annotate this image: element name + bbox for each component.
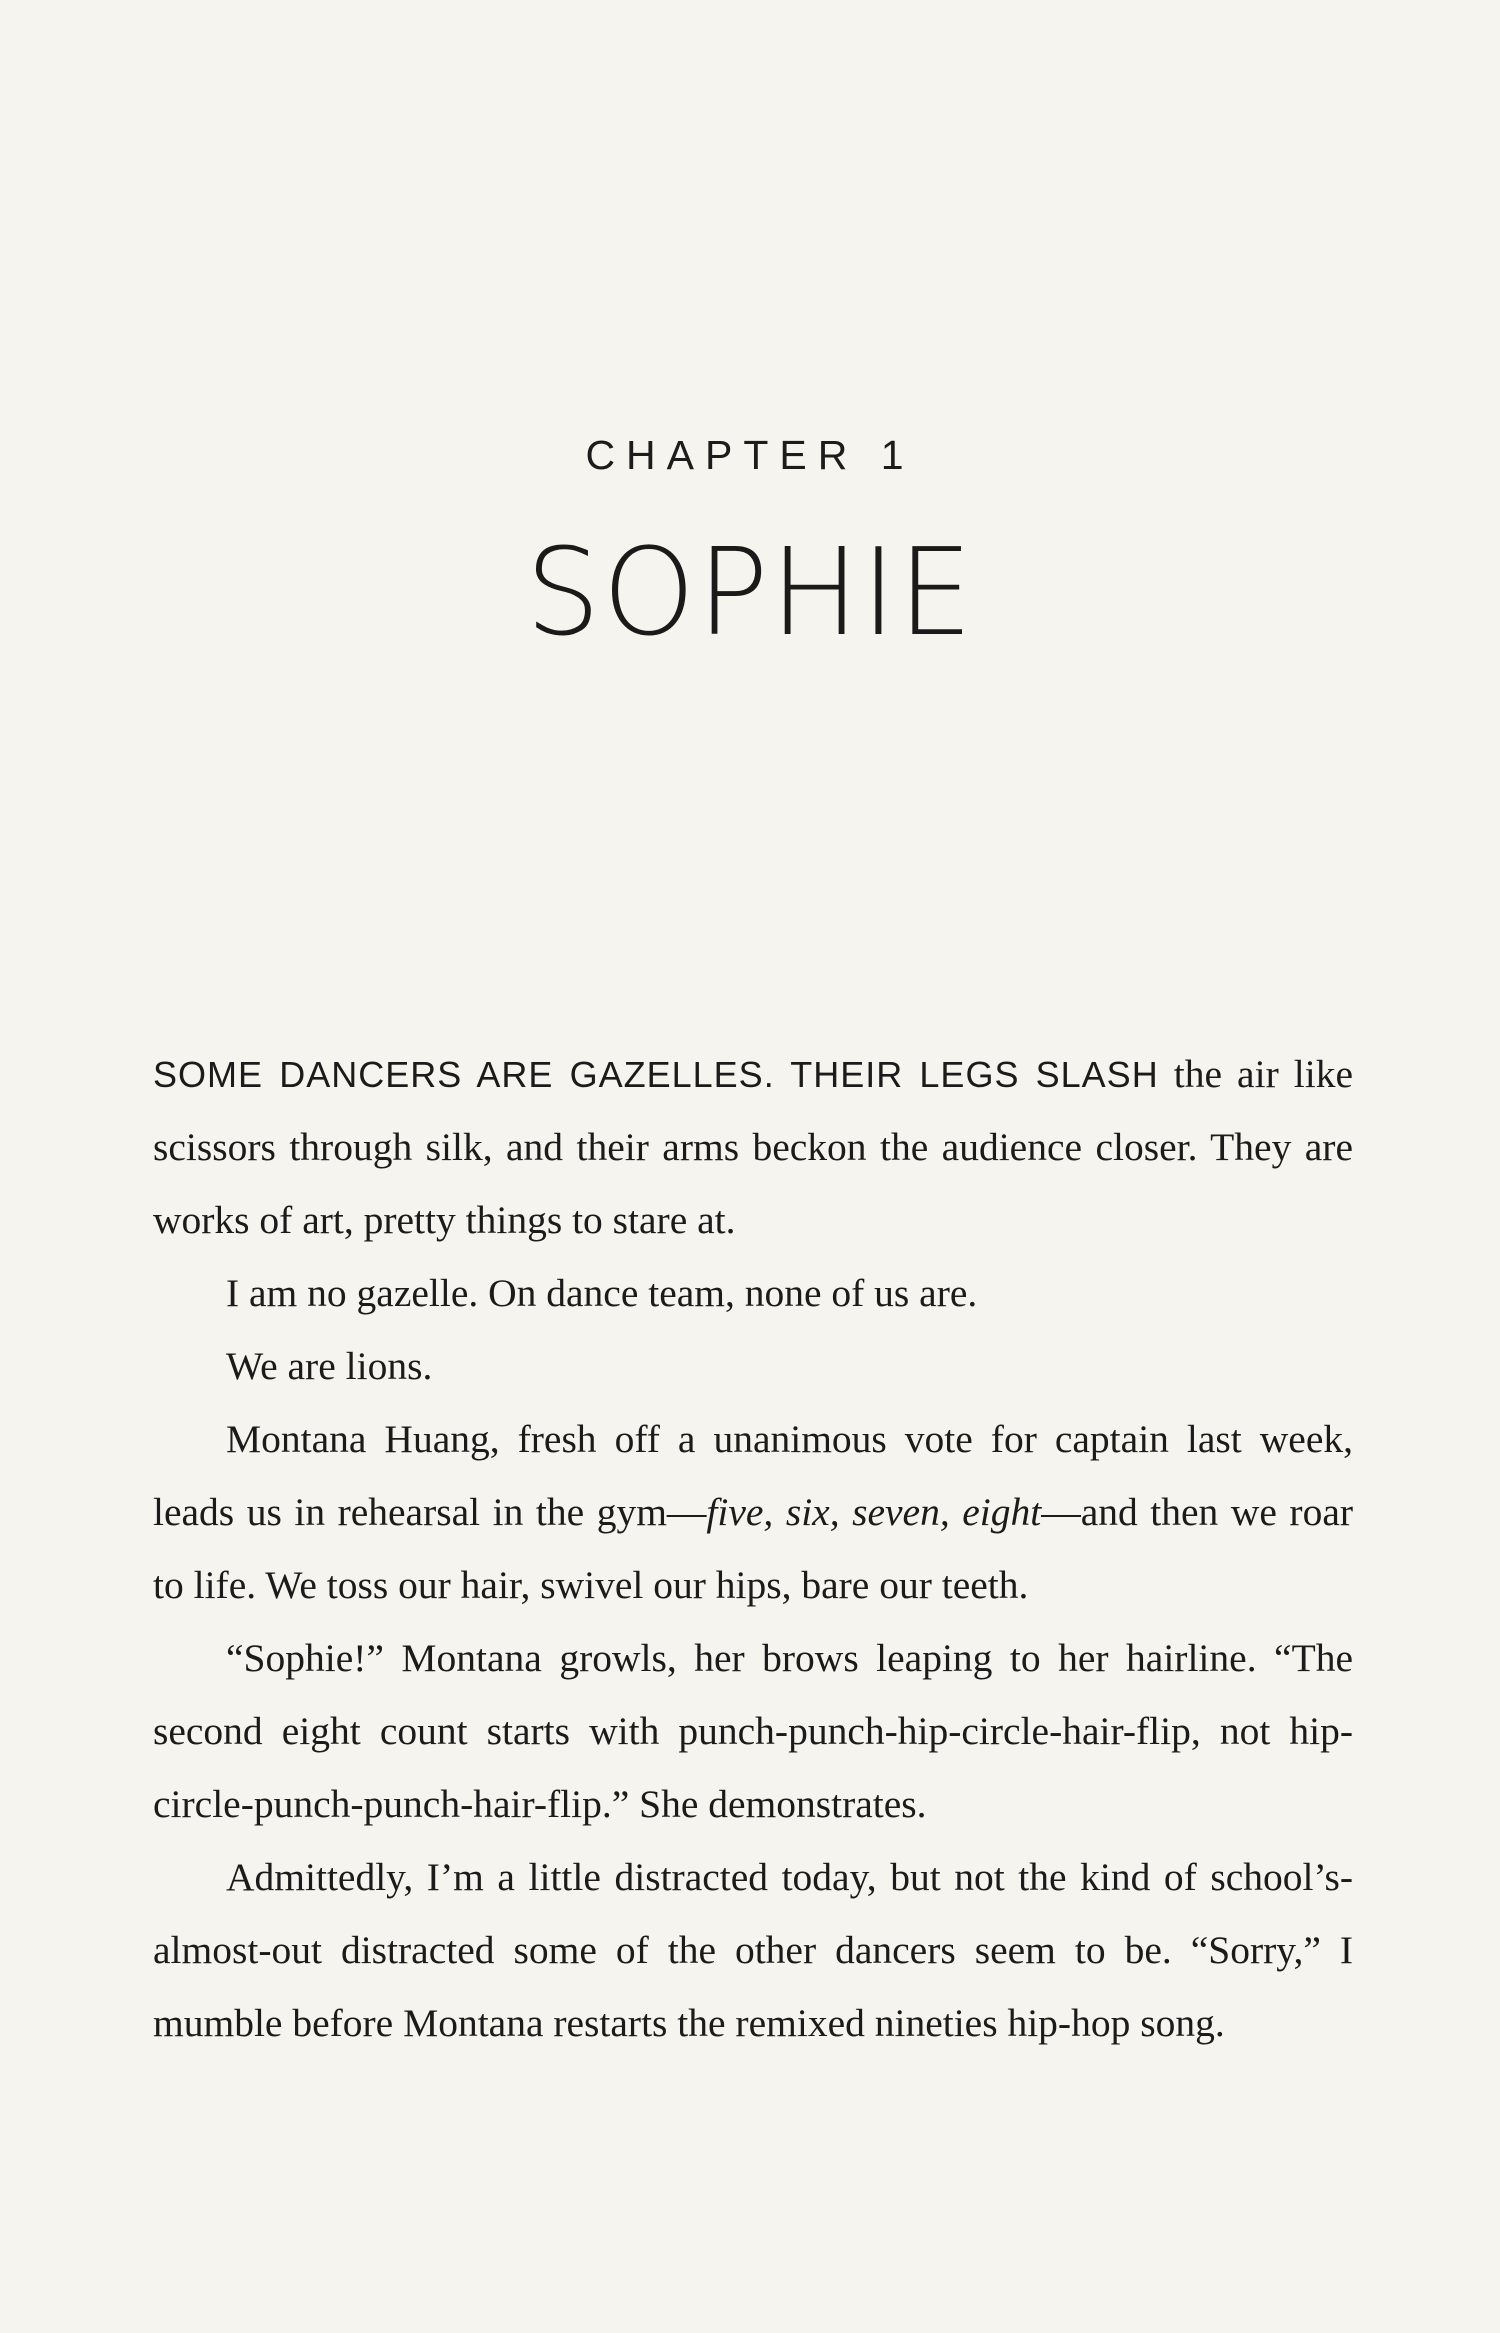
chapter-number: CHAPTER 1 [585, 432, 915, 478]
paragraph-4-text-b: —and then we roar to life. We toss our hair, swivel our hips, bare our teeth. [153, 1490, 1354, 1607]
chapter-body [153, 1038, 1353, 2060]
paragraph-5: “Sophie!” Montana growls, her brows leaping to her hairline. “The second eight count starts with punch-punch-hip-circle-hair-flip, not hip-circle-punch-punch-hair-flip.” She demonstrates. [153, 1636, 1353, 1826]
paragraph-1 [153, 1038, 1353, 1257]
paragraph-2: I am no gazelle. On dance team, none of us are. [226, 1271, 978, 1315]
paragraph-4 [153, 1403, 1353, 1622]
paragraph-4-text-a: Montana Huang, fresh off a unanimous vote for captain last week, leads us in rehearsal in the gym— [153, 1417, 1353, 1534]
paragraph-3: We are lions. [226, 1344, 433, 1388]
chapter-title: SOPHIE [525, 521, 975, 663]
paragraph-6: Admittedly, I’m a little distracted today, but not the kind of school’s-almost-out distracted some of the other dancers seem to be. “Sorry,” I mumble before Montana restarts the remixed nineties hip-hop song. [153, 1855, 1353, 2045]
paragraph-lead-in: SOME DANCERS ARE GAZELLES. THEIR LEGS SLASH [153, 1054, 1159, 1095]
paragraph-4-italic-count: five, six, seven, eight [706, 1490, 1042, 1534]
paragraph-1-text: the air like scissors through silk, and their arms beckon the audience closer. They are works of art, pretty things to stare at. [153, 1052, 1354, 1242]
